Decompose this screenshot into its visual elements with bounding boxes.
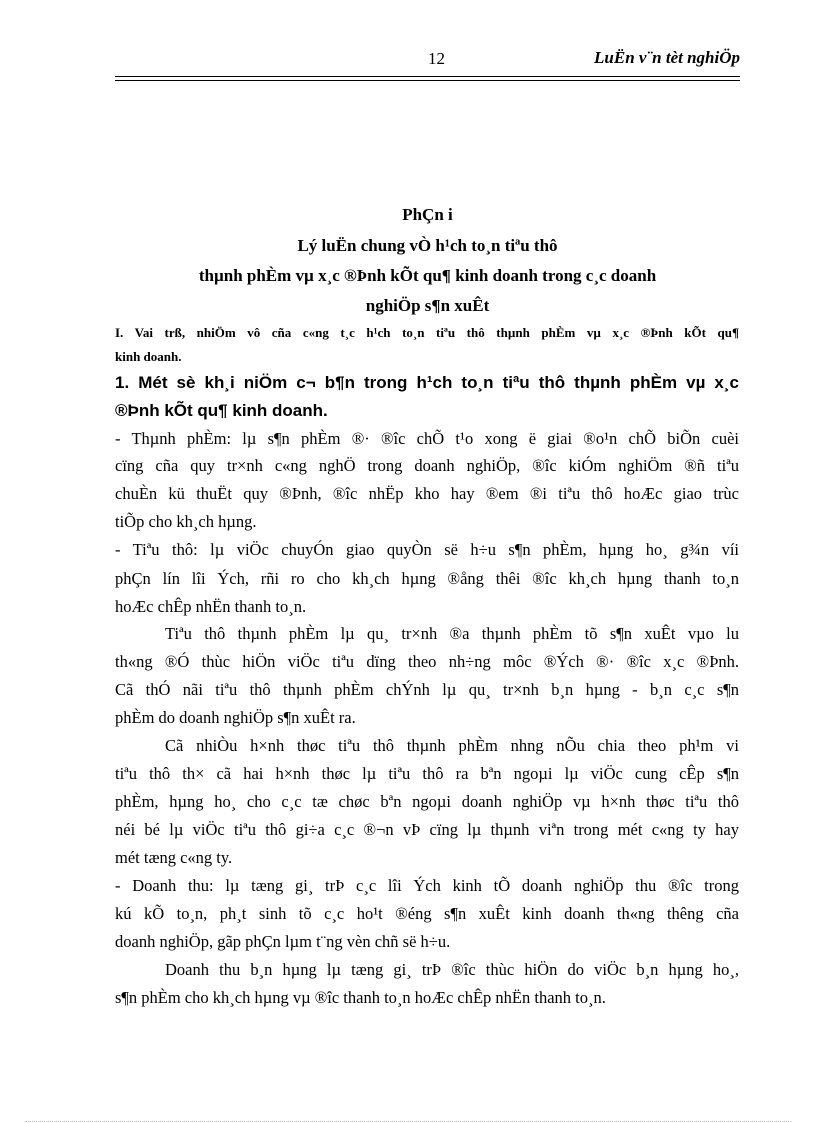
chapter-title-line1: Lý luËn chung vÒ h¹ch to¸n tiªu thô	[297, 236, 558, 255]
body-line: s¶n phÈm cho kh¸ch hµng vµ ®îc thanh to¸n hoÆc chÊp nhËn thanh to¸n.	[115, 988, 606, 1007]
body-line: néi bé lµ viÖc tiªu thô gi÷a c¸c ®¬n vÞ cïng lµ thµnh viªn trong mét c«ng ty hay	[115, 820, 739, 839]
chapter-title-line3: nghiÖp s¶n xuÊt	[365, 296, 490, 315]
page-number: 12	[428, 49, 445, 68]
body-line: mét tæng c«ng ty.	[115, 848, 233, 867]
section-heading-line1: I. Vai trß, nhiÖm vô cña c«ng t¸c h¹ch to¸n tiªu thô thµnh phÈm vµ x¸c ®Þnh kÕt qu¶	[115, 325, 739, 340]
body-line: - Thµnh phÈm: lµ s¶n phÈm ®· ®îc chÕ t¹o xong ë giai ®o¹n chÕ biÕn cuèi	[115, 429, 739, 448]
body-line: phÇn lín lîi Ých, rñi ro cho kh¸ch hµng ®ång thêi ®îc kh¸ch hµng thanh to¸n	[115, 569, 739, 588]
body-line: cïng cña quy tr×nh c«ng nghÖ trong doanh nghiÖp, ®îc kiÓm nghiÖm ®ñ tiªu	[115, 456, 739, 475]
body-line: doanh nghiÖp, gãp phÇn lµm t¨ng vèn chñ së h÷u.	[115, 932, 451, 951]
body-line: th«ng ®Ó thùc hiÖn viÖc tiªu dïng theo nh÷ng môc ®Ých ®· ®îc x¸c ®Þnh.	[115, 652, 739, 671]
body-line: - Doanh thu: lµ tæng gi¸ trÞ c¸c lîi Ých kinh tÕ doanh nghiÖp thu ®îc trong	[115, 876, 739, 895]
section-heading-line2: kinh doanh.	[115, 349, 182, 364]
body-line: Tiªu thô thµnh phÈm lµ qu¸ tr×nh ®a thµnh phÈm tõ s¶n xuÊt vµo lu	[165, 624, 739, 643]
body-line: Doanh thu b¸n hµng lµ tæng gi¸ trÞ ®îc thùc hiÖn do viÖc b¸n hµng ho¸,	[165, 960, 739, 979]
header-rule-thin	[115, 80, 740, 81]
body-line: tiªu thô th× cã hai h×nh thøc lµ tiªu thô ra bªn ngoµi lµ viÖc cung cÊp s¶n	[115, 764, 739, 783]
running-title: LuËn v¨n tèt nghiÖp	[594, 48, 740, 67]
body-line: Cã nhiÒu h×nh thøc tiªu thô thµnh phÈm nhng nÕu chia theo ph¹m vi	[165, 736, 739, 755]
subsection-heading-line1: 1. Mét sè kh¸i niÖm c¬ b¶n trong h¹ch to¸n tiªu thô thµnh phÈm vµ x¸c	[115, 373, 739, 392]
body-line: kú kÕ to¸n, ph¸t sinh tõ c¸c ho¹t ®éng s¶n xuÊt kinh doanh th«ng thêng cña	[115, 904, 739, 923]
body-line: phÈm do doanh nghiÖp s¶n xuÊt ra.	[115, 708, 356, 727]
subsection-heading-line2: ®Þnh kÕt qu¶ kinh doanh.	[115, 401, 328, 420]
body-line: phÈm, hµng ho¸ cho c¸c tæ chøc bªn ngoµi doanh nghiÖp vµ h×nh thøc tiªu thô	[115, 792, 739, 811]
body-line: - Tiªu thô: lµ viÖc chuyÓn giao quyÒn së h÷u s¶n phÈm, hµng ho¸ g¾n víi	[115, 540, 739, 559]
header-rule-thick	[115, 76, 740, 77]
body-line: chuÈn kü thuËt quy ®Þnh, ®îc nhËp kho hay ®em ®i tiªu thô hoÆc giao trùc	[115, 484, 739, 503]
page-bottom-border	[25, 1121, 791, 1122]
body-line: tiÕp cho kh¸ch hµng.	[115, 512, 257, 531]
body-line: hoÆc chÊp nhËn thanh to¸n.	[115, 597, 307, 616]
chapter-title-line2: thµnh phÈm vµ x¸c ®Þnh kÕt qu¶ kinh doanh trong c¸c doanh	[198, 266, 657, 285]
page-header	[115, 47, 740, 73]
body-line: Cã thÓ nãi tiªu thô thµnh phÈm chÝnh lµ qu¸ tr×nh b¸n hµng - b¸n c¸c s¶n	[115, 680, 739, 699]
part-title: PhÇn i	[402, 205, 453, 224]
